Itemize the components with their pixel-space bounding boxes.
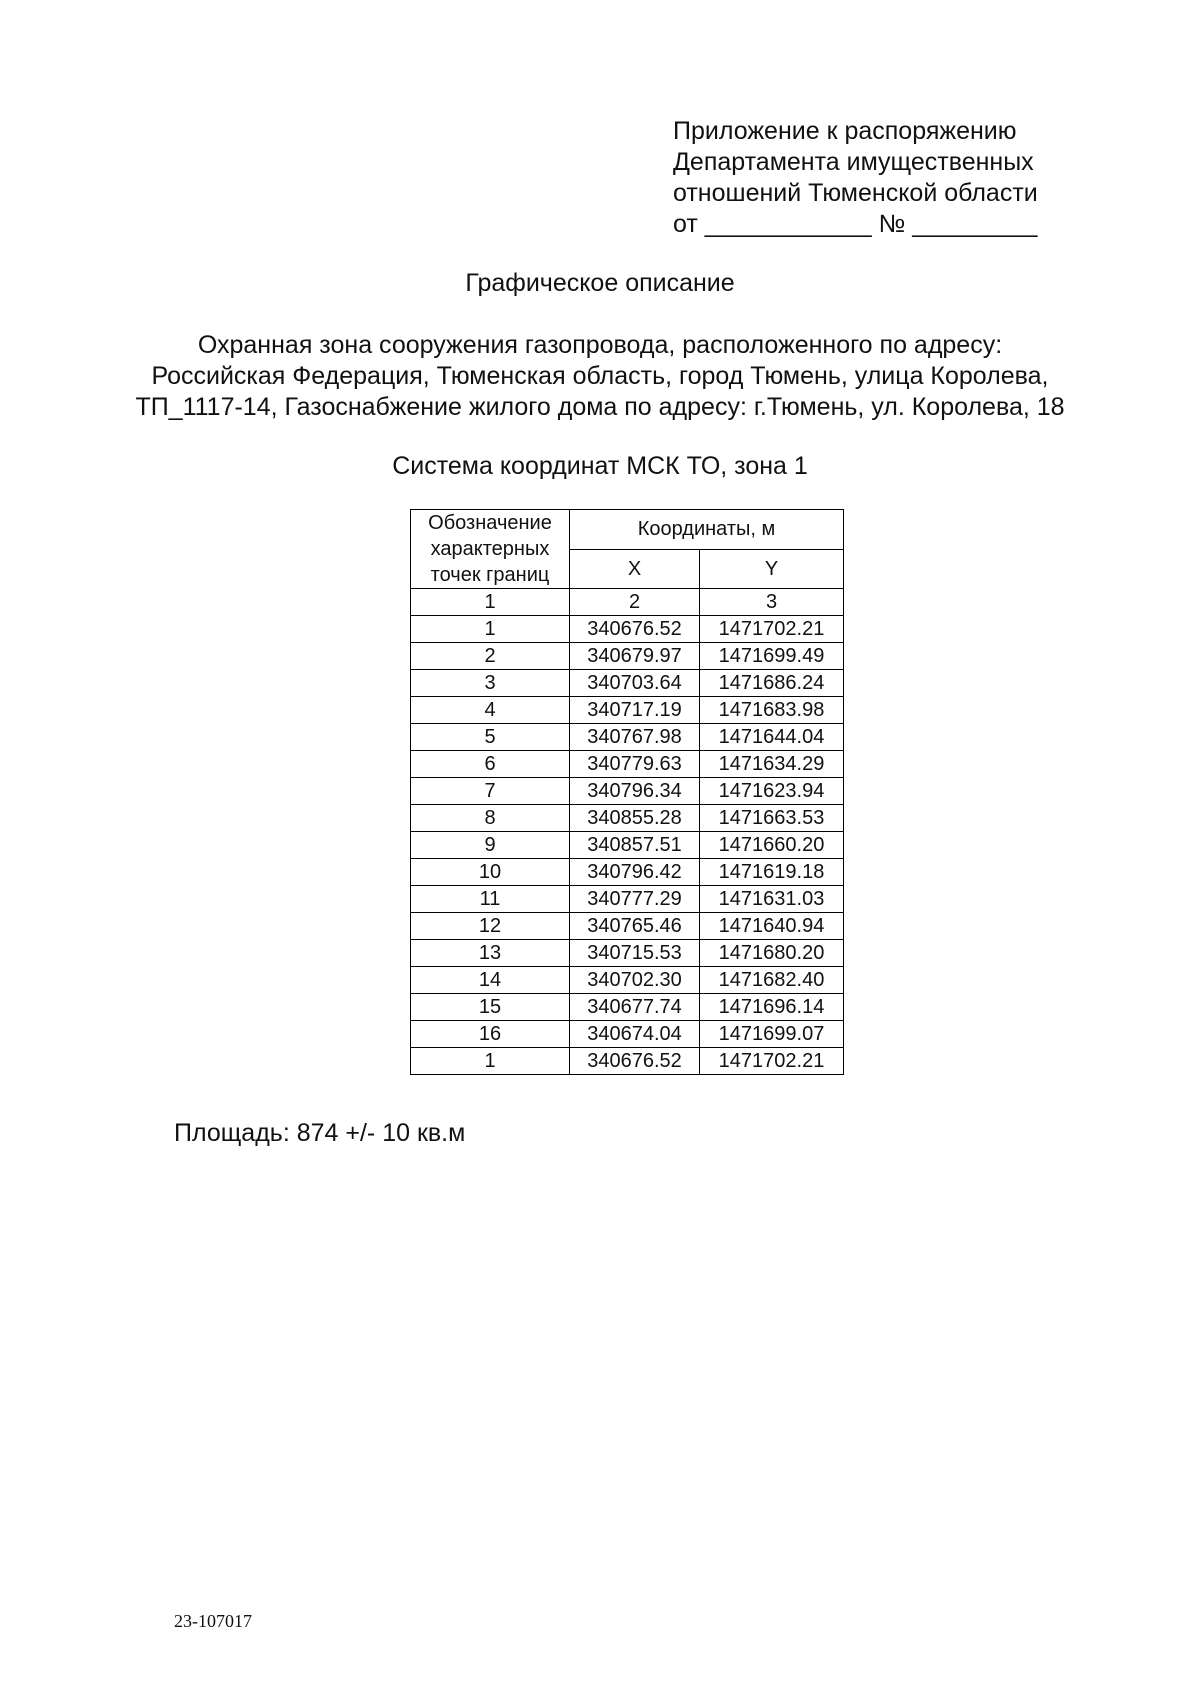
- header-x: X: [570, 549, 700, 589]
- table-row: [411, 940, 844, 967]
- y-coordinate-cell: 1471702.21: [700, 616, 844, 643]
- x-coordinate-cell: 340765.46: [570, 913, 700, 940]
- point-id-cell: 14: [411, 967, 570, 994]
- table-row: [411, 1021, 844, 1048]
- point-id-cell: 15: [411, 994, 570, 1021]
- document-title: Графическое описание: [465, 269, 735, 297]
- table-row: [411, 832, 844, 859]
- x-coordinate-cell: 340796.34: [570, 778, 700, 805]
- table-row: [411, 751, 844, 778]
- x-coordinate-cell: 340679.97: [570, 643, 700, 670]
- y-coordinate-cell: 1471644.04: [700, 724, 844, 751]
- y-coordinate-cell: 1471696.14: [700, 994, 844, 1021]
- table-row: [411, 670, 844, 697]
- y-coordinate-cell: 1471663.53: [700, 805, 844, 832]
- table-row: [411, 886, 844, 913]
- table-row: [411, 859, 844, 886]
- x-coordinate-cell: 340676.52: [570, 616, 700, 643]
- document-number: 23-107017: [174, 1611, 252, 1631]
- y-coordinate-cell: 1471640.94: [700, 913, 844, 940]
- point-id-cell: 9: [411, 832, 570, 859]
- point-id-cell: 11: [411, 886, 570, 913]
- object-description: [0, 330, 1200, 423]
- point-id-cell: 3: [411, 670, 570, 697]
- point-id-cell: 16: [411, 1021, 570, 1048]
- x-coordinate-cell: 340779.63: [570, 751, 700, 778]
- table-row: [411, 994, 844, 1021]
- description-line: ТП_1117-14, Газоснабжение жилого дома по адресу: г.Тюмень, ул. Королева, 18: [135, 393, 1065, 421]
- header-points: Обозначение характерных точек границ: [411, 510, 570, 589]
- y-coordinate-cell: 1471699.49: [700, 643, 844, 670]
- x-coordinate-cell: 340677.74: [570, 994, 700, 1021]
- coordinates-table: [410, 509, 844, 1075]
- point-id-cell: 1: [411, 1048, 570, 1075]
- point-id-cell: 2: [411, 643, 570, 670]
- y-coordinate-cell: 1471634.29: [700, 751, 844, 778]
- coordinate-system-label: Система координат МСК ТО, зона 1: [392, 452, 808, 480]
- x-coordinate-cell: 340703.64: [570, 670, 700, 697]
- y-coordinate-cell: 1471631.03: [700, 886, 844, 913]
- point-id-cell: 8: [411, 805, 570, 832]
- header-y: Y: [700, 549, 844, 589]
- table-row: [411, 697, 844, 724]
- table-row: [411, 643, 844, 670]
- x-coordinate-cell: 340767.98: [570, 724, 700, 751]
- table-row: [411, 616, 844, 643]
- area-value: Площадь: 874 +/- 10 кв.м: [174, 1119, 466, 1147]
- appendix-date-number-line: от ____________ № _________: [673, 210, 1038, 238]
- column-number: 3: [700, 589, 844, 616]
- point-id-cell: 6: [411, 751, 570, 778]
- x-coordinate-cell: 340702.30: [570, 967, 700, 994]
- appendix-line: Департамента имущественных: [673, 148, 1034, 176]
- y-coordinate-cell: 1471683.98: [700, 697, 844, 724]
- table-row: [411, 805, 844, 832]
- table-row: [411, 778, 844, 805]
- header-coordinates: Координаты, м: [570, 510, 844, 550]
- y-coordinate-cell: 1471699.07: [700, 1021, 844, 1048]
- appendix-line: отношений Тюменской области: [673, 179, 1038, 207]
- point-id-cell: 1: [411, 616, 570, 643]
- x-coordinate-cell: 340857.51: [570, 832, 700, 859]
- point-id-cell: 12: [411, 913, 570, 940]
- x-coordinate-cell: 340796.42: [570, 859, 700, 886]
- description-line: Охранная зона сооружения газопровода, расположенного по адресу:: [197, 331, 1003, 359]
- x-coordinate-cell: 340855.28: [570, 805, 700, 832]
- table-row: [411, 967, 844, 994]
- point-id-cell: 5: [411, 724, 570, 751]
- point-id-cell: 4: [411, 697, 570, 724]
- column-number: 1: [411, 589, 570, 616]
- y-coordinate-cell: 1471619.18: [700, 859, 844, 886]
- x-coordinate-cell: 340777.29: [570, 886, 700, 913]
- point-id-cell: 7: [411, 778, 570, 805]
- y-coordinate-cell: 1471623.94: [700, 778, 844, 805]
- y-coordinate-cell: 1471660.20: [700, 832, 844, 859]
- x-coordinate-cell: 340674.04: [570, 1021, 700, 1048]
- y-coordinate-cell: 1471686.24: [700, 670, 844, 697]
- description-line: Российская Федерация, Тюменская область, город Тюмень, улица Королева,: [151, 362, 1049, 390]
- x-coordinate-cell: 340676.52: [570, 1048, 700, 1075]
- y-coordinate-cell: 1471682.40: [700, 967, 844, 994]
- appendix-line: Приложение к распоряжению: [673, 117, 1017, 145]
- x-coordinate-cell: 340717.19: [570, 697, 700, 724]
- table-row: [411, 1048, 844, 1075]
- table-row: [411, 724, 844, 751]
- x-coordinate-cell: 340715.53: [570, 940, 700, 967]
- column-number: 2: [570, 589, 700, 616]
- y-coordinate-cell: 1471702.21: [700, 1048, 844, 1075]
- point-id-cell: 13: [411, 940, 570, 967]
- y-coordinate-cell: 1471680.20: [700, 940, 844, 967]
- point-id-cell: 10: [411, 859, 570, 886]
- appendix-note: [673, 116, 1113, 240]
- table-row: [411, 913, 844, 940]
